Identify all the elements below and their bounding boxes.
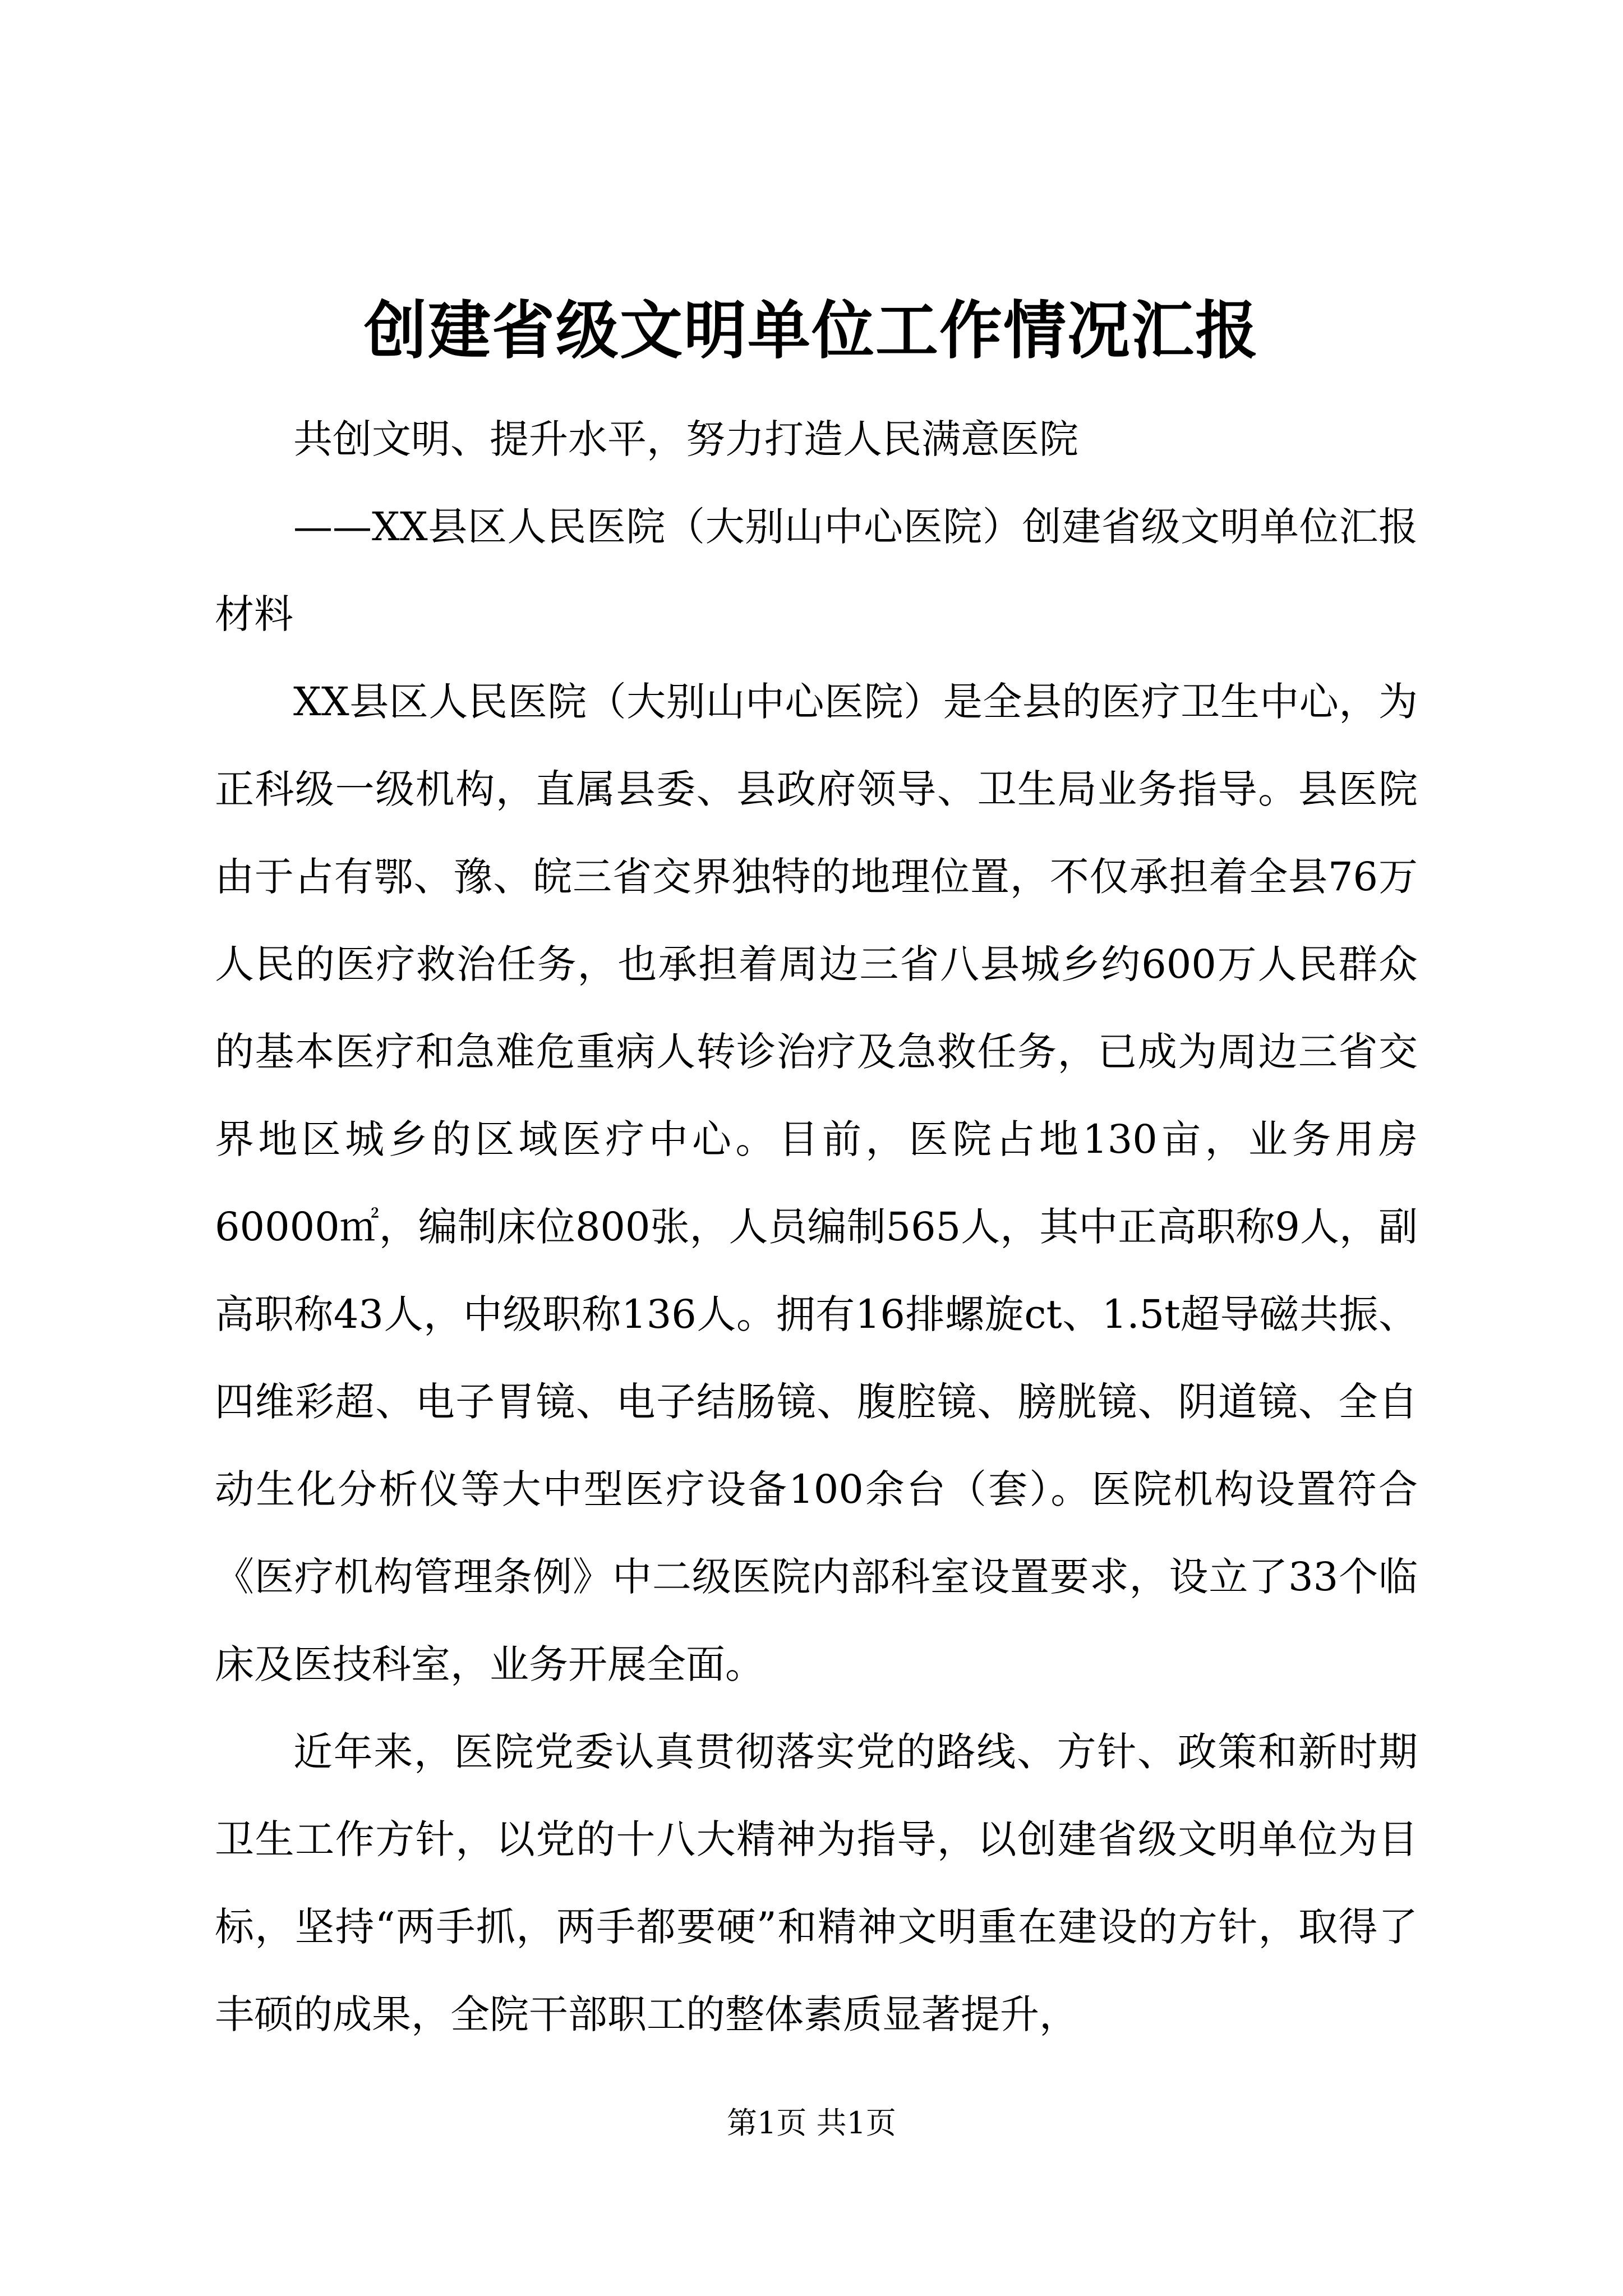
paragraph-1: XX县区人民医院（大别山中心医院）是全县的医疗卫生中心，为正科级一级机构，直属县委、县政府领导、卫生局业务指导。县医院由于占有鄂、豫、皖三省交界独特的地理位置，不仅承担着全县76万人民的医疗救治任务，也承担着周边三省八县城乡约600万人民群众的基本医疗和急难危重病人转诊治疗及急救任务，已成为周边三省交界地区城乡的区域医疗中心。目前，医院占地130亩，业务用房60000㎡，编制床位800张，人员编制565人，其中正高职称9人，副高职称43人，中级职称136人。拥有16排螺旋ct、1.5t超导磁共振、四维彩超、电子胃镜、电子结肠镜、腹腔镜、膀胱镜、阴道镜、全自动生化分析仪等大中型医疗设备100余台（套）。医院机构设置符合《医疗机构管理条例》中二级医院内部科室设置要求，设立了33个临床及医技科室，业务开展全面。 xyxy=(215,679,1418,1687)
document-subheading: ——XX县区人民医院（大别山中心医院）创建省级文明单位汇报材料 xyxy=(215,504,1418,637)
page-footer: 第1页 共1页 xyxy=(727,2105,896,2141)
document-subtitle: 共创文明、提升水平，努力打造人民满意医院 xyxy=(293,416,1078,462)
paragraph-2: 近年来，医院党委认真贯彻落实党的路线、方针、政策和新时期卫生工作方针，以党的十八大精神为指导，以创建省级文明单位为目标，坚持“两手抓，两手都要硬”和精神文明重在建设的方针，取得了丰硕的成果，全院干部职工的整体素质显著提升， xyxy=(215,1729,1418,2037)
document-body xyxy=(215,395,1418,2058)
document-title: 创建省级文明单位工作情况汇报 xyxy=(364,294,1259,367)
